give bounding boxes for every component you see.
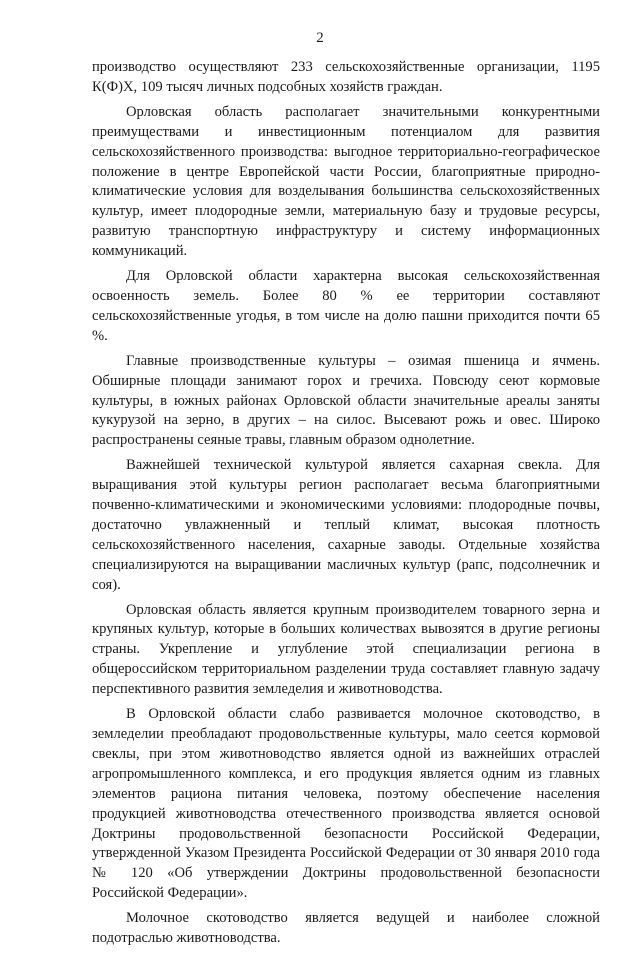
paragraph-4: Главные производственные культуры – озимая пшеница и ячмень. Обширные площади занимают горох и гречиха. Повсюду сеют кормовые культуры, в южных районах Орловской области значительные ареалы заняты кукурузой на зерно, в других – на силос. Высевают рожь и овес. Широко распространены сеяные травы, главным образом однолетние.: [92, 352, 600, 449]
paragraph-7: В Орловской области слабо развивается молочное скотоводство, в земледелии преобладают продовольственные культуры, мало сеется кормовой свеклы, при этом животноводство является одной из важнейших отраслей агропромышленного комплекса, и его продукция является одним из главных элементов рациона питания человека, поэтому обеспечение населения продукцией животноводства отечественного производства является основой Доктрины продовольственной безопасности Российской Федерации, утвержденной Указом Президента Российской Федерации от 30 января 2010 года № 120 «Об утверждении Доктрины продовольственной безопасности Российской Федерации».: [92, 706, 600, 902]
document-body: [92, 58, 600, 954]
paragraph-1: производство осуществляют 233 сельскохозяйственные организации, 1195 К(Ф)Х, 109 тысяч личных подсобных хозяйств граждан.: [92, 59, 600, 95]
paragraph-5: Важнейшей технической культурой является сахарная свекла. Для выращивания этой культуры регион располагает весьма благоприятными почвенно-климатическими и экономическими условиями: плодородные почвы, достаточно увлажненный и теплый климат, высокая плотность сельскохозяйственного населения, сахарные заводы. Отдельные хозяйства специализируются на выращивании масличных культур (рапс, подсолнечник и соя).: [92, 457, 600, 593]
paragraph-6: Орловская область является крупным производителем товарного зерна и крупяных культур, которые в больших количествах вывозятся в другие регионы страны. Укрепление и углубление этой специализации региона в общероссийском территориальном разделении труда составляет главную задачу перспективного развития земледелия и животноводства.: [92, 601, 600, 698]
paragraph-2: Орловская область располагает значительными конкурентными преимуществами и инвестиционным потенциалом для развития сельскохозяйственного производства: выгодное территориально-географическое положение в центре Европейской части России, благоприятные природно-климатические условия для возделывания большинства сельскохозяйственных культур, имеет плодородные земли, материальную базу и трудовые ресурсы, развитую транспортную инфраструктуру и систему информационных коммуникаций.: [92, 103, 600, 260]
page-number: 2: [316, 30, 324, 46]
paragraph-3: Для Орловской области характерна высокая сельскохозяйственная освоенность земель. Более 80 % ее территории составляют сельскохозяйственные угодья, в том числе на долю пашни приходится почти 65 %.: [92, 268, 600, 344]
paragraph-8: Молочное скотоводство является ведущей и наиболее сложной подотраслью животноводства.: [92, 910, 600, 947]
